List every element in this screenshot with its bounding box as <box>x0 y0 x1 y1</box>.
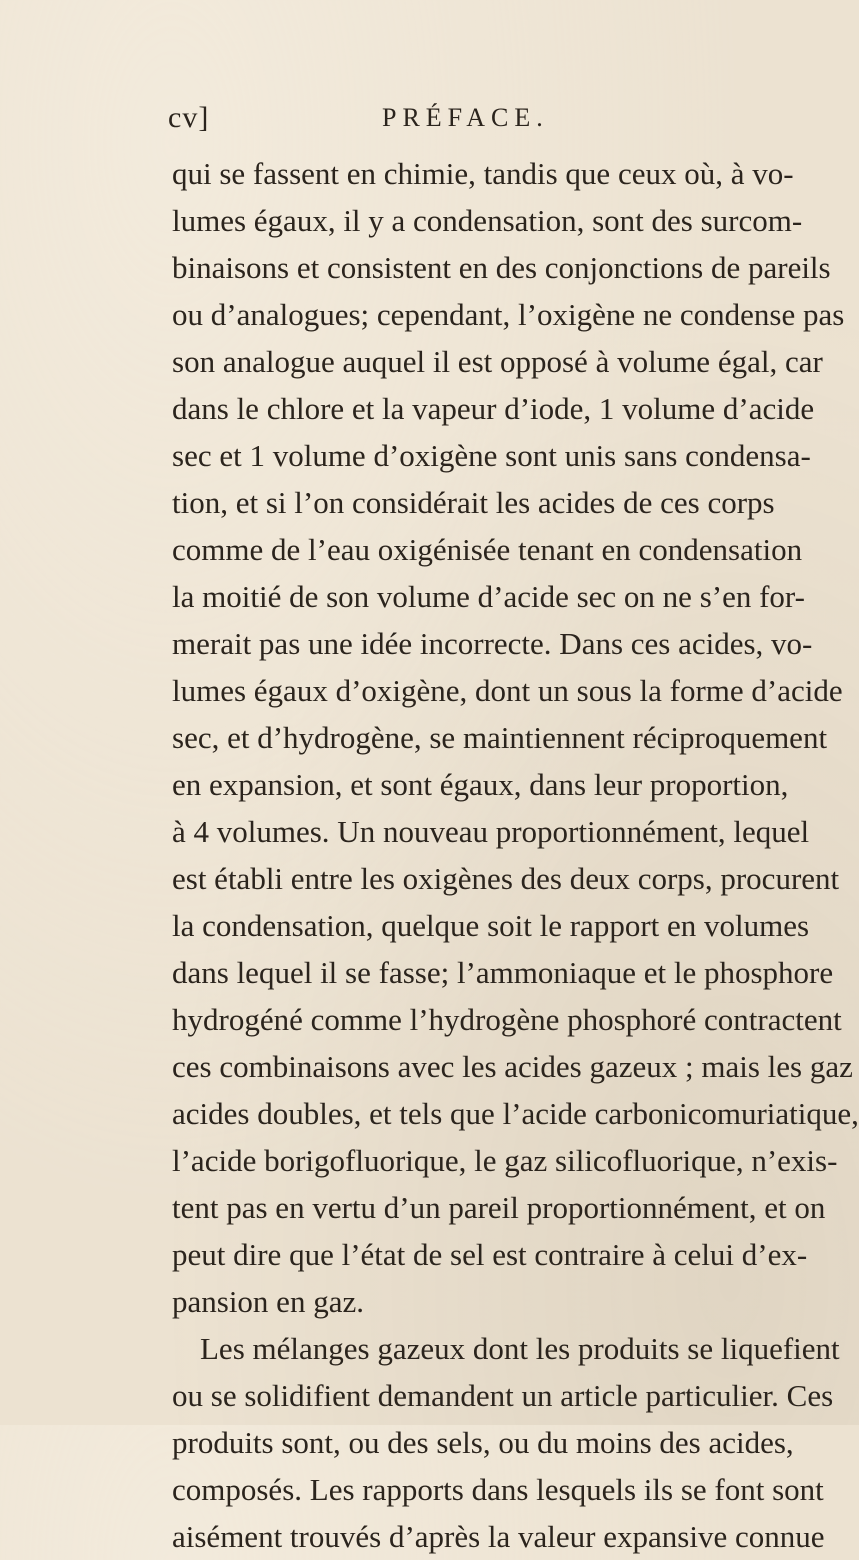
page-number: cv] <box>168 101 210 134</box>
text-line: binaisons et consistent en des conjonctions de pareils <box>172 250 831 285</box>
text-line: dans le chlore et la vapeur d’iode, 1 volume d’acide <box>172 391 815 426</box>
text-line: ou se solidifient demandent un article particulier. Ces <box>172 1378 834 1413</box>
text-line: la moitié de son volume d’acide sec on ne s’en for- <box>172 579 805 614</box>
text-line: produits sont, ou des sels, ou du moins des acides, <box>172 1425 794 1460</box>
text-line: acides doubles, et tels que l’acide carbonicomuriatique, <box>172 1096 859 1131</box>
text-line-paragraph-start: Les mélanges gazeux dont les produits se liquefient <box>200 1331 840 1366</box>
text-line: ces combinaisons avec les acides gazeux ; mais les gaz <box>172 1049 853 1084</box>
text-line: hydrogéné comme l’hydrogène phosphoré contractent <box>172 1002 842 1037</box>
text-line: aisément trouvés d’après la valeur expansive connue <box>172 1519 825 1554</box>
text-line: composés. Les rapports dans lesquels ils se font sont <box>172 1472 824 1507</box>
text-line: en expansion, et sont égaux, dans leur proportion, <box>172 767 789 802</box>
body-text <box>172 150 859 1560</box>
text-line: la condensation, quelque soit le rapport en volumes <box>172 908 810 943</box>
text-line: l’acide borigofluorique, le gaz silicofluorique, n’exis- <box>172 1143 838 1178</box>
text-line: sec et 1 volume d’oxigène sont unis sans condensa- <box>172 438 811 473</box>
text-line-paragraph-end: pansion en gaz. <box>172 1284 364 1319</box>
text-line: est établi entre les oxigènes des deux corps, procurent <box>172 861 840 896</box>
text-line: lumes égaux, il y a condensation, sont des surcom- <box>172 203 803 238</box>
text-line: son analogue auquel il est opposé à volume égal, car <box>172 344 823 379</box>
text-line: comme de l’eau oxigénisée tenant en condensation <box>172 532 803 567</box>
text-line: tent pas en vertu d’un pareil proportionnément, et on <box>172 1190 826 1225</box>
text-line: sec, et d’hydrogène, se maintiennent réciproquement <box>172 720 828 755</box>
running-head: PRÉFACE. <box>382 103 549 132</box>
text-line: à 4 volumes. Un nouveau proportionnément, lequel <box>172 814 810 849</box>
text-line: tion, et si l’on considérait les acides de ces corps <box>172 485 775 520</box>
text-line: qui se fassent en chimie, tandis que ceux où, à vo- <box>172 156 794 191</box>
text-line: lumes égaux d’oxigène, dont un sous la forme d’acide <box>172 673 843 708</box>
text-line: peut dire que l’état de sel est contraire à celui d’ex- <box>172 1237 808 1272</box>
text-line: ou d’analogues; cependant, l’oxigène ne condense pas <box>172 297 845 332</box>
text-line: dans lequel il se fasse; l’ammoniaque et le phosphore <box>172 955 834 990</box>
text-line: merait pas une idée incorrecte. Dans ces acides, vo- <box>172 626 813 661</box>
